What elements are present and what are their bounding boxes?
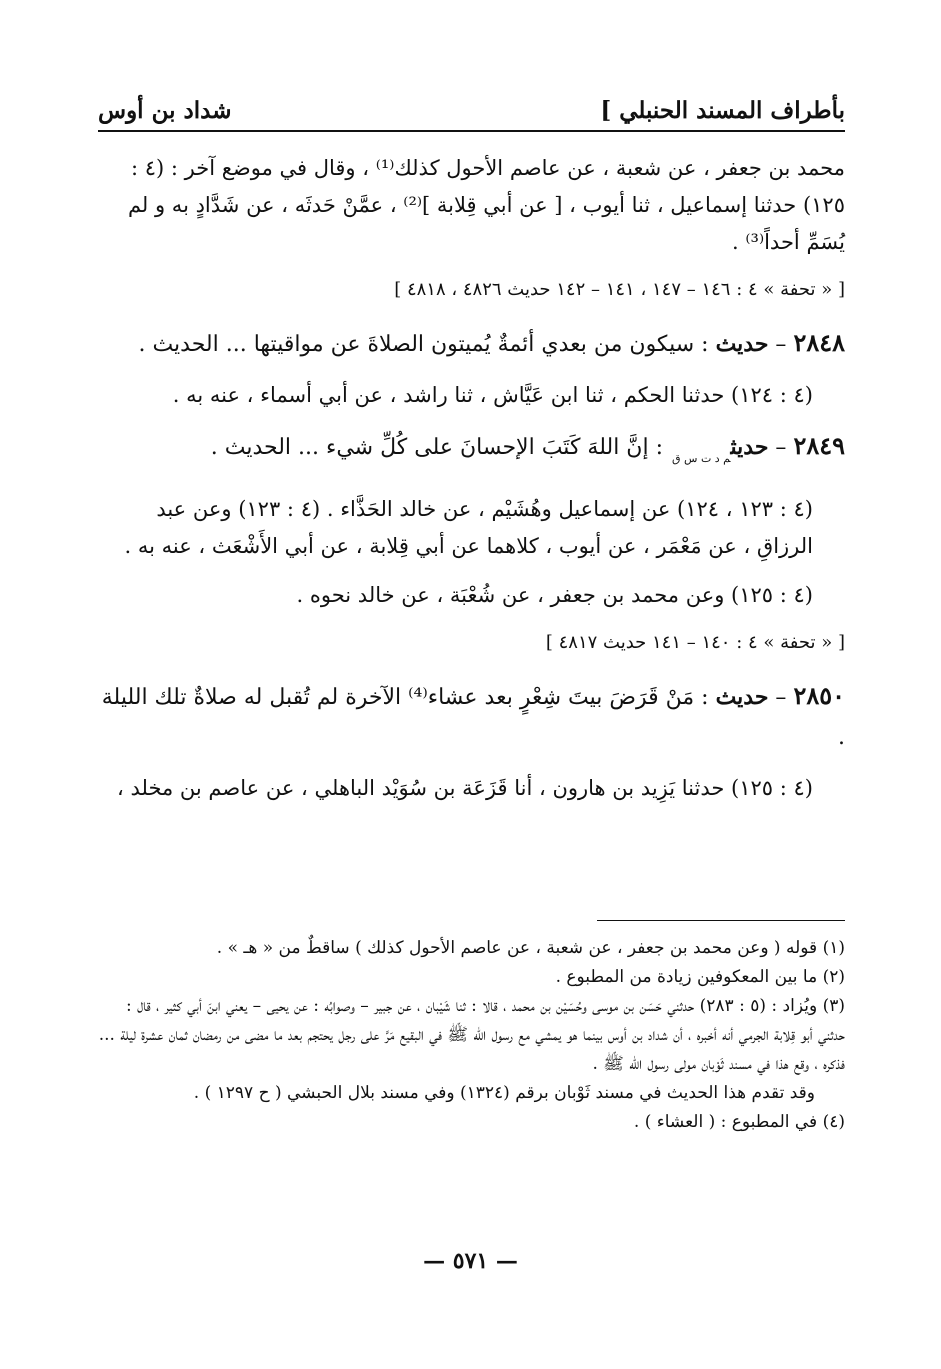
page-number: — ٥٧١ — <box>423 1248 518 1274</box>
footnote-4: (٤) في المطبوع : ( العشاء ) . <box>633 1112 845 1132</box>
tuhfa-reference: [ « تحفة » ٤ : ١٤٦ – ١٤٧ ، ١٤١ – ١٤٢ حديث ٤٨٢٦ ، ٤٨١٨ ] <box>394 279 845 300</box>
footnote-2: (٢) ما بين المعكوفين زيادة من المطبوع . <box>555 967 845 987</box>
main-text <box>98 150 845 819</box>
footnotes <box>98 934 845 1137</box>
isnad-paragraph: (٤ : ١٢٣ ، ١٢٤) عن إسماعيل وهُشَيْم ، عن خالد الحَذَّاء . (٤ : ١٢٣) وعن عبد الرزاقِ ، عن مَعْمَر ، عن أيوب ، كلاهما عن أبي قِلابة ، عن أبي الأَشْعَث ، عنه به . <box>124 497 813 558</box>
hadith-label: حديث <box>730 434 769 460</box>
hadith-text: : سيكون من بعدي أئمةٌ يُميتون الصلاةَ عن مواقيتها ... الحديث . <box>138 332 709 357</box>
isnad-paragraph: (٤ : ١٢٥) وعن محمد بن جعفر ، عن شُعْبَة ، عن خالد نحوه . <box>296 583 813 607</box>
section-title: شداد بن أوس <box>98 97 232 124</box>
tuhfa-reference: [ « تحفة » ٤ : ١٤٠ – ١٤١ حديث ٤٨١٧ ] <box>545 632 845 653</box>
hadith-number: ٢٨٤٨ <box>793 328 845 357</box>
paragraph-continuation: محمد بن جعفر ، عن شعبة ، عن عاصم الأحول كذلك⁽¹⁾ ، وقال في موضع آخر : (٤ : ١٢٥) حدثنا إسماعيل ، ثنا أيوب ، [ عن أبي قِلابة ]⁽²⁾ ، عمَّنْ حَدثَه ، عن شَدَّادٍ به و لم يُسَمِّ أحداً⁽³⁾ . <box>127 156 845 254</box>
hadith-text: : إنَّ اللهَ كَتَبَ الإحسانَ على كُلِّ شيء ... الحديث . <box>210 435 663 460</box>
isnad-paragraph: (٤ : ١٢٥) حدثنا يَزِيد بن هارون ، أنا قَزَعَة بن سُوَيْد الباهلي ، عن عاصم بن مخلد ، <box>117 776 813 800</box>
hadith-text: : مَنْ قَرَضَ بيتَ شِعْرٍ بعد عشاء⁽⁴⁾ الآخرة لم تُقبل له صلاةٌ تلك الليلة . <box>101 685 845 750</box>
footnote-3-continuation: وقد تقدم هذا الحديث في مسند ثَوْبان برقم (١٣٢٤) وفي مسند بلال الحبشي ( ح ١٢٩٧ ) . <box>193 1083 815 1103</box>
page-header <box>98 92 845 132</box>
isnad-paragraph: (٤ : ١٢٤) حدثنا الحكم ، ثنا ابن عَيَّاش ، ثنا راشد ، عن أبي أسماء ، عنه به . <box>172 383 813 407</box>
footnote-1: (١) قوله ( وعن محمد بن جعفر ، عن شعبة ، عن عاصم الأحول كذلك ) ساقطٌ من « هـ » . <box>216 938 845 958</box>
hadith-2848: ٢٨٤٨ – حديث : سيكون من بعدي أئمةٌ يُميتون الصلاةَ عن مواقيتها ... الحديث . <box>138 328 845 357</box>
hadith-label: حديث <box>715 684 769 710</box>
hadith-number: ٢٨٥٠ <box>793 681 845 710</box>
source-symbols: م د ت س ق <box>671 452 731 465</box>
hadith-label: حديث <box>715 331 769 357</box>
running-title: بأطراف المسند الحنبلي ] <box>600 97 845 124</box>
hadith-2849: ٢٨٤٩ – حديث$_{م د ت س ق}$ : إنَّ اللهَ كَتَبَ الإحسانَ على كُلِّ شيء ... الحديث . <box>210 431 845 465</box>
hadith-2850: ٢٨٥٠ – حديث : مَنْ قَرَضَ بيتَ شِعْرٍ بعد عشاء⁽⁴⁾ الآخرة لم تُقبل له صلاةٌ تلك الليلة . <box>101 681 845 750</box>
hadith-number: ٢٨٤٩ <box>793 431 845 460</box>
footnote-divider <box>597 920 845 921</box>
footnote-3: (٣) ويُزاد : (٥ : ٢٨٣) حدثني حَسَن بن موسى وحُسَيْن بن محمد ، قالا : ثنا شَيْبان ، عن جبير – وصوابُه : عن يحيى – يعني ابنَ أبي كثير ، قال : حدثني أبو قِلابة الجرمي أنه أخبره ، أن شداد بن أوس بينما هو يمشي مع رسول الله ﷺ في البقيع مَرَّ على رجل يحتجم بعد ما مضى من رمضان ثمان عشرة ليلة ... فذكره ، وقع هذا في مسند ثَوْبان مولى رسول الله ﷺ . <box>98 996 845 1074</box>
